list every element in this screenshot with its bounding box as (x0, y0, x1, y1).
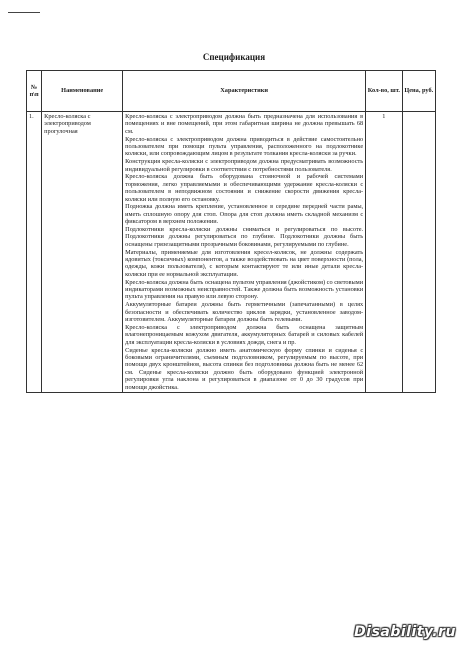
top-rule (8, 12, 40, 13)
characteristic-paragraph: Кресло-коляска с электроприводом должна приводиться в действие самостоятельно пользователем при помощи пульта управления, расположенного на подлокотнике коляски, или сопровождающим лицом в результате толкания кресла-коляски за ручки. (125, 135, 364, 158)
characteristic-paragraph: Кресло-коляска должна быть оснащена пультом управления (джойстиком) со световыми индикаторами возможных неисправностей. Также должна быть возможность установки пульта управления на правую или левую сторону. (125, 278, 364, 301)
characteristic-paragraph: Конструкция кресла-коляски с электроприводом должна предусматривать возможность индивидуальной регулировки в соответствии с потребностями пользователя. (125, 158, 364, 173)
characteristic-paragraph: Кресло-коляска с электроприводом должна быть предназначена для использования в помещениях и вне помещений, при этом габаритная ширина не должна превышать 68 см. (125, 113, 364, 135)
watermark-logo: Disability.ru (354, 624, 456, 640)
characteristic-paragraph: Подножка должна иметь крепление, установленное в середине передней части рамы, иметь сплошную опору для стоп. Опора для стоп должна иметь складной механизм с фиксатором в верхнем положении. (125, 203, 364, 226)
col-header-characteristics: Характеристики (123, 71, 366, 112)
characteristic-paragraph: Кресло-коляска должна быть оборудована стояночной и рабочей системами торможения, легко управляемыми и обеспечивающими удержание кресла-коляски с пользователем в неподвижном состоянии и снижение скорости движения кресла-коляски или полную его остановку. (125, 173, 364, 203)
row-price (402, 112, 435, 393)
page-title: Спецификация (202, 52, 266, 62)
col-header-price: Цена, руб. (402, 71, 435, 112)
row-name: Кресло-коляска с электроприводом прогулочная (42, 112, 123, 393)
col-header-name: Наименование (42, 71, 123, 112)
characteristic-paragraph: Подлокотники кресла-коляски должны сниматься и регулироваться по высоте. Подлокотники должны регулироваться по глубине. Подлокотники должны быть оснащены грязезащитными прозрачными боковинами, регулируемыми по глубине. (125, 226, 364, 248)
specification-table (26, 70, 436, 393)
table-row (27, 112, 436, 393)
characteristic-paragraph: Кресло-коляска с электроприводом должна быть оснащена защитным влагонепроницаемым кожухом двигателя, аккумуляторных батарей и силовых кабелей для эксплуатации кресла-коляски в условиях дождя, снега и пр. (125, 323, 364, 346)
table-header-row (27, 71, 436, 112)
col-header-qty: Кол-во, шт. (366, 71, 402, 112)
characteristic-paragraph: Сиденье кресла-коляски должно иметь анатомическую форму спинки и сиденья с боковыми ограничителями, съемным подголовником, регулируемым по высоте, при помощи двух кронштейнов, высота спинки без подголовника должна быть не менее 62 см. Сиденье кресла-коляски должно быть оборудовано функцией электронной регулировки угла наклона и регулироваться в диапазоне от 0 до 30 градусов при помощи джойстика. (125, 346, 364, 391)
row-qty: 1 (366, 112, 402, 393)
col-header-num: № п\п (27, 71, 42, 112)
characteristic-paragraph: Материалы, применяемые для изготовления кресел-колясок, не должны содержать ядовитых (токсичных) компонентов, а также воздействовать на цвет поверхности (пола, одежды, кожи пользователя), с которым контактируют те или иные детали кресла-коляски при ее нормальной эксплуатации. (125, 248, 364, 278)
characteristic-paragraph: Аккумуляторные батареи должны быть герметичными (запечатанными) в целях безопасности и обеспечивать количество циклов зарядки, установленное заводом-изготовителем. Аккумуляторные батареи должны быть гелевыми. (125, 301, 364, 324)
row-characteristics (123, 112, 366, 393)
row-num: 1. (27, 112, 42, 393)
